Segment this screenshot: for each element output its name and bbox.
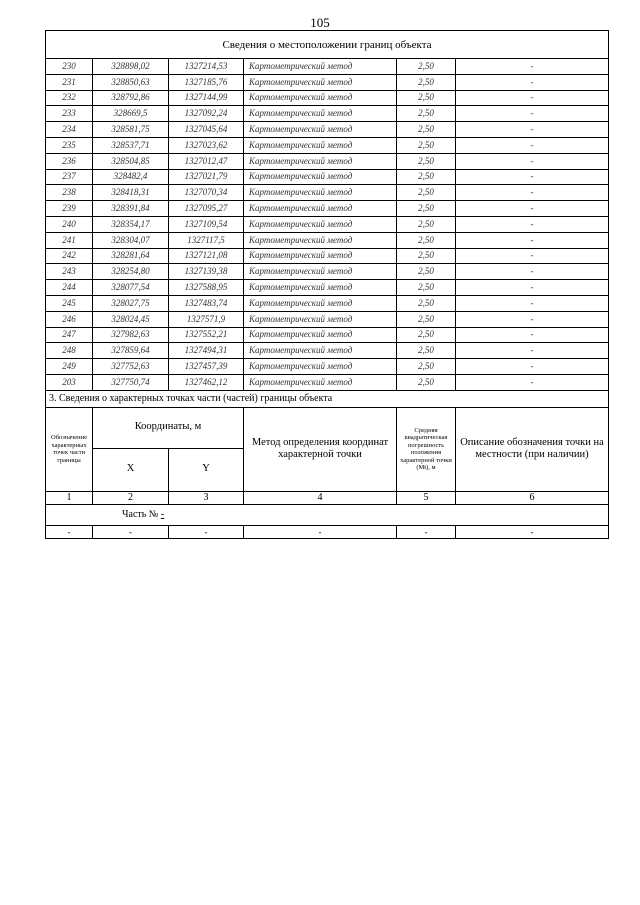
coord-x: 328027,75: [93, 295, 169, 311]
point-number: 230: [46, 59, 93, 75]
point-number: 233: [46, 106, 93, 122]
part-label: Часть №: [122, 509, 159, 521]
coord-y: 1327483,74: [169, 295, 244, 311]
empty-cell: -: [244, 525, 397, 538]
method-cell: Картометрический метод: [244, 201, 397, 217]
method-cell: Картометрический метод: [244, 311, 397, 327]
empty-cell: -: [397, 525, 456, 538]
boundary-row: [46, 185, 609, 201]
boundary-row: [46, 216, 609, 232]
coord-y: 1327117,5: [169, 232, 244, 248]
column-number: 2: [93, 491, 169, 504]
mt-cell: 2,50: [397, 106, 456, 122]
column-number: 5: [397, 491, 456, 504]
mt-cell: 2,50: [397, 153, 456, 169]
point-number: 203: [46, 374, 93, 390]
coord-x: 328792,86: [93, 90, 169, 106]
boundary-row: [46, 59, 609, 75]
desc-cell: -: [456, 137, 609, 153]
method-cell: Картометрический метод: [244, 280, 397, 296]
point-number: 236: [46, 153, 93, 169]
mt-cell: 2,50: [397, 311, 456, 327]
coord-x: 328504,85: [93, 153, 169, 169]
coord-y: 1327095,27: [169, 201, 244, 217]
method-cell: Картометрический метод: [244, 122, 397, 138]
coord-x: 327750,74: [93, 374, 169, 390]
method-cell: Картометрический метод: [244, 295, 397, 311]
mt-cell: 2,50: [397, 74, 456, 90]
mt-cell: 2,50: [397, 343, 456, 359]
boundary-row: [46, 232, 609, 248]
method-cell: Картометрический метод: [244, 59, 397, 75]
mt-cell: 2,50: [397, 264, 456, 280]
coord-x: 327859,64: [93, 343, 169, 359]
method-cell: Картометрический метод: [244, 106, 397, 122]
mt-cell: 2,50: [397, 216, 456, 232]
mt-cell: 2,50: [397, 137, 456, 153]
desc-cell: -: [456, 59, 609, 75]
boundary-row: [46, 106, 609, 122]
point-number: 239: [46, 201, 93, 217]
section3-header-row: [46, 407, 609, 448]
column-number-row: [46, 491, 609, 504]
coord-x: 328537,71: [93, 137, 169, 153]
coord-y: 1327045,64: [169, 122, 244, 138]
column-number: 6: [456, 491, 609, 504]
coord-x: 328581,75: [93, 122, 169, 138]
desc-cell: -: [456, 74, 609, 90]
coord-x: 327752,63: [93, 359, 169, 375]
empty-cell: -: [169, 525, 244, 538]
point-number: 242: [46, 248, 93, 264]
desc-cell: -: [456, 280, 609, 296]
point-number: 247: [46, 327, 93, 343]
point-number: 235: [46, 137, 93, 153]
desc-cell: -: [456, 153, 609, 169]
coord-x: 328850,63: [93, 74, 169, 90]
section1-title: Сведения о местоположении границ объекта: [46, 31, 609, 59]
point-number: 231: [46, 74, 93, 90]
method-cell: Картометрический метод: [244, 185, 397, 201]
coord-y: 1327121,08: [169, 248, 244, 264]
method-cell: Картометрический метод: [244, 232, 397, 248]
coord-y: 1327571,9: [169, 311, 244, 327]
desc-cell: -: [456, 359, 609, 375]
desc-cell: -: [456, 248, 609, 264]
empty-cell: -: [46, 525, 93, 538]
coord-y: 1327139,38: [169, 264, 244, 280]
part-value: -: [160, 509, 165, 521]
section3-title: 3. Сведения о характерных точках части (частей) границы объекта: [46, 390, 609, 407]
desc-cell: -: [456, 106, 609, 122]
mt-cell: 2,50: [397, 295, 456, 311]
coord-x: 328898,02: [93, 59, 169, 75]
coord-y: 1327109,54: [169, 216, 244, 232]
section3-title-row: [46, 390, 609, 407]
mt-cell: 2,50: [397, 201, 456, 217]
mt-cell: 2,50: [397, 90, 456, 106]
column-number: 4: [244, 491, 397, 504]
point-number: 241: [46, 232, 93, 248]
boundary-row: [46, 374, 609, 390]
mt-cell: 2,50: [397, 327, 456, 343]
point-number: 234: [46, 122, 93, 138]
method-cell: Картометрический метод: [244, 327, 397, 343]
point-number: 240: [46, 216, 93, 232]
boundary-row: [46, 264, 609, 280]
boundary-row: [46, 248, 609, 264]
col-coords-header: Координаты, м: [93, 407, 244, 448]
boundary-row: [46, 122, 609, 138]
coord-y: 1327457,39: [169, 359, 244, 375]
boundary-row: [46, 311, 609, 327]
coord-y: 1327092,24: [169, 106, 244, 122]
method-cell: Картометрический метод: [244, 264, 397, 280]
col-x-header: X: [93, 448, 169, 491]
point-number: 249: [46, 359, 93, 375]
coord-y: 1327588,95: [169, 280, 244, 296]
desc-cell: -: [456, 185, 609, 201]
coord-y: 1327185,76: [169, 74, 244, 90]
boundary-table-body: [46, 31, 609, 539]
column-number: 1: [46, 491, 93, 504]
col-method-header: Метод определения координат характерной точки: [244, 407, 397, 491]
boundary-row: [46, 343, 609, 359]
mt-cell: 2,50: [397, 59, 456, 75]
col-mt-header: Средняя квадратическая погрешность положения характерной точки (Mt), м: [397, 407, 456, 491]
mt-cell: 2,50: [397, 232, 456, 248]
coord-y: 1327023,62: [169, 137, 244, 153]
method-cell: Картометрический метод: [244, 153, 397, 169]
point-number: 245: [46, 295, 93, 311]
page-number: 105: [310, 15, 330, 30]
desc-cell: -: [456, 90, 609, 106]
coord-x: 327982,63: [93, 327, 169, 343]
boundary-row: [46, 90, 609, 106]
coord-x: 328482,4: [93, 169, 169, 185]
method-cell: Картометрический метод: [244, 90, 397, 106]
point-number: 244: [46, 280, 93, 296]
boundary-row: [46, 137, 609, 153]
boundary-row: [46, 359, 609, 375]
coord-x: 328304,07: [93, 232, 169, 248]
desc-cell: -: [456, 374, 609, 390]
mt-cell: 2,50: [397, 359, 456, 375]
boundary-row: [46, 169, 609, 185]
empty-point-row: [46, 525, 609, 538]
coord-x: 328354,17: [93, 216, 169, 232]
method-cell: Картометрический метод: [244, 248, 397, 264]
coord-x: 328418,31: [93, 185, 169, 201]
coord-y: 1327012,47: [169, 153, 244, 169]
point-number: 243: [46, 264, 93, 280]
method-cell: Картометрический метод: [244, 216, 397, 232]
mt-cell: 2,50: [397, 122, 456, 138]
desc-cell: -: [456, 295, 609, 311]
coord-y: 1327494,31: [169, 343, 244, 359]
desc-cell: -: [456, 343, 609, 359]
part-cell: [46, 504, 609, 525]
boundary-row: [46, 153, 609, 169]
boundary-row: [46, 295, 609, 311]
boundary-row: [46, 74, 609, 90]
boundary-row: [46, 280, 609, 296]
desc-cell: -: [456, 169, 609, 185]
mt-cell: 2,50: [397, 169, 456, 185]
desc-cell: -: [456, 232, 609, 248]
method-cell: Картометрический метод: [244, 374, 397, 390]
column-number: 3: [169, 491, 244, 504]
coord-x: 328024,45: [93, 311, 169, 327]
coord-x: 328254,80: [93, 264, 169, 280]
boundary-table: [45, 30, 609, 539]
desc-cell: -: [456, 201, 609, 217]
boundary-row: [46, 327, 609, 343]
empty-cell: -: [93, 525, 169, 538]
coord-y: 1327552,21: [169, 327, 244, 343]
coord-x: 328281,64: [93, 248, 169, 264]
method-cell: Картометрический метод: [244, 137, 397, 153]
boundary-row: [46, 201, 609, 217]
coord-y: 1327021,79: [169, 169, 244, 185]
col-y-header: Y: [169, 448, 244, 491]
point-number: 232: [46, 90, 93, 106]
empty-cell: -: [456, 525, 609, 538]
method-cell: Картометрический метод: [244, 359, 397, 375]
desc-cell: -: [456, 311, 609, 327]
point-number: 246: [46, 311, 93, 327]
coord-x: 328391,84: [93, 201, 169, 217]
desc-cell: -: [456, 122, 609, 138]
coord-y: 1327214,53: [169, 59, 244, 75]
point-number: 237: [46, 169, 93, 185]
point-number: 238: [46, 185, 93, 201]
section1-header-row: [46, 31, 609, 59]
desc-cell: -: [456, 216, 609, 232]
document-sheet: [45, 30, 608, 539]
col-point-header: Обозначение характерных точек части границы: [46, 407, 93, 491]
desc-cell: -: [456, 327, 609, 343]
part-row: [46, 504, 609, 525]
coord-x: 328669,5: [93, 106, 169, 122]
coord-x: 328077,54: [93, 280, 169, 296]
method-cell: Картометрический метод: [244, 343, 397, 359]
mt-cell: 2,50: [397, 185, 456, 201]
coord-y: 1327070,34: [169, 185, 244, 201]
coord-y: 1327462,12: [169, 374, 244, 390]
mt-cell: 2,50: [397, 374, 456, 390]
coord-y: 1327144,99: [169, 90, 244, 106]
desc-cell: -: [456, 264, 609, 280]
method-cell: Картометрический метод: [244, 169, 397, 185]
point-number: 248: [46, 343, 93, 359]
mt-cell: 2,50: [397, 280, 456, 296]
mt-cell: 2,50: [397, 248, 456, 264]
col-desc-header: Описание обозначения точки на местности (при наличии): [456, 407, 609, 491]
method-cell: Картометрический метод: [244, 74, 397, 90]
